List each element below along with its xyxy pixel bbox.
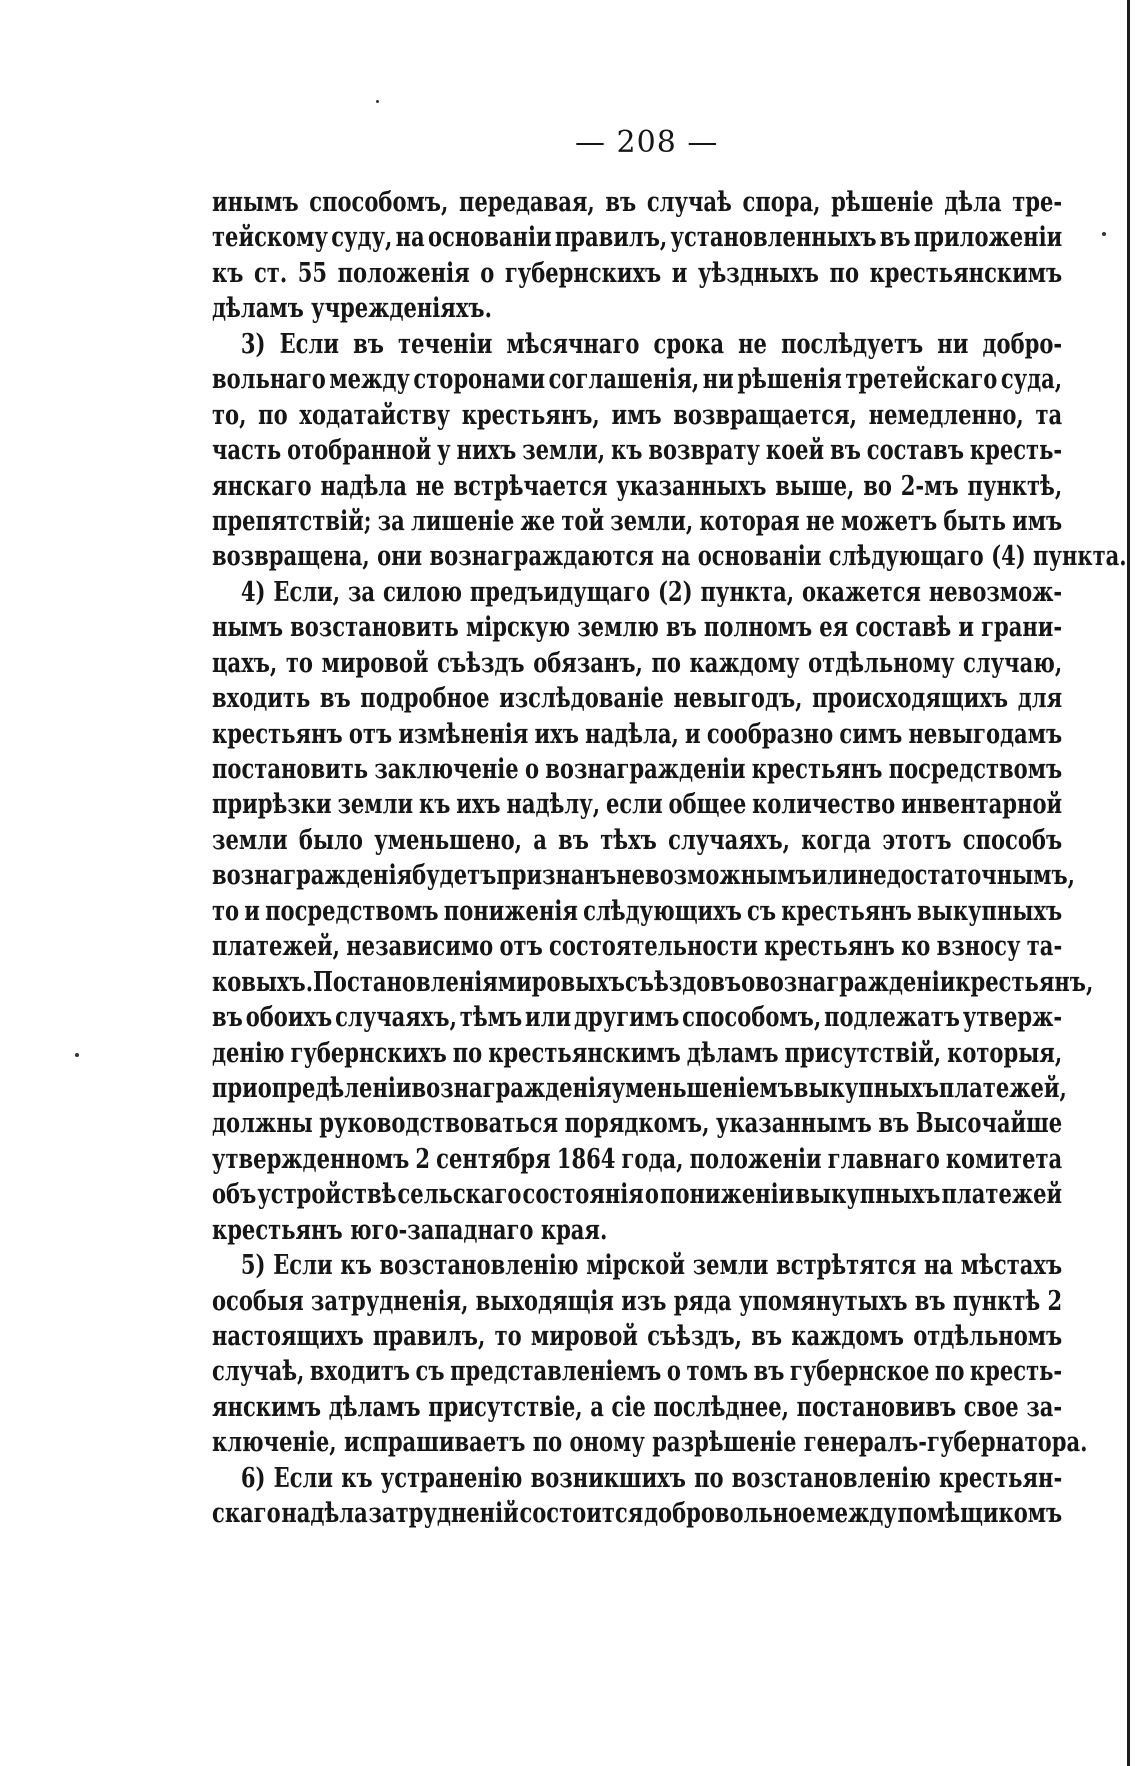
scan-speck: [75, 1053, 79, 1057]
scan-speck: [1102, 232, 1106, 236]
page-number: — 208 —: [575, 125, 719, 160]
text-line: цахъ, то мировой съѣздъ обязанъ, по каждому отдѣльному случаю,: [212, 647, 1063, 679]
text-line: дѣламъ учрежденіяхъ.: [212, 293, 492, 325]
text-line: ключеніе, испрашиваетъ по оному разрѣшеніе генералъ-губернатора.: [212, 1427, 1088, 1459]
text-line: то и посредствомъ пониженія слѣдующихъ съ крестьянъ выкупныхъ: [212, 895, 1063, 927]
text-line: нымъ возстановить мірскую землю въ полномъ ея составѣ и грани-: [212, 612, 1063, 644]
text-line: 6) Если къ устраненію возникшихъ по возстановленію крестьян-: [240, 1462, 1063, 1494]
text-line: въ обоихъ случаяхъ, тѣмъ или другимъ способомъ, подлежатъ утверж-: [212, 1002, 1063, 1034]
text-line: вознагражденія будетъ признанъ невозможнымъ или недостаточнымъ,: [212, 860, 1076, 892]
text-line: скаго надѣла затрудненій состоится добровольное между помѣщикомъ: [212, 1498, 1063, 1530]
text-line: инымъ способомъ, передавая, въ случаѣ спора, рѣшеніе дѣла тре-: [212, 187, 1063, 218]
text-line: постановить заключеніе о вознагражденіи крестьянъ посредствомъ: [212, 754, 1063, 785]
text-line: препятствій; за лишеніе же той земли, которая не можетъ быть имъ: [212, 505, 1063, 537]
text-line: земли было уменьшено, а въ тѣхъ случаяхъ, когда этотъ способъ: [212, 824, 1063, 856]
text-line: 4) Если, за силою предъидущаго (2) пункта, окажется невозмож-: [240, 576, 1063, 608]
text-line: вольнаго между сторонами соглашенія, ни рѣшенія третейскаго суда,: [212, 364, 1063, 396]
text-line: денію губернскихъ по крестьянскимъ дѣламъ присутствій, которыя,: [212, 1037, 1063, 1069]
text-line: то, по ходатайству крестьянъ, имъ возвращается, немедленно, та: [212, 399, 1063, 431]
text-line: янскаго надѣла не встрѣчается указанныхъ выше, во 2-мъ пунктѣ,: [212, 470, 1063, 502]
text-line: возвращена, они вознаграждаются на основаніи слѣдующаго (4) пункта.: [212, 541, 1127, 573]
text-line: крестьянъ отъ измѣненія ихъ надѣла, и сообразно симъ невыгодамъ: [212, 718, 1063, 750]
text-line: 5) Если къ возстановленію мірской земли встрѣтятся на мѣстахъ: [240, 1250, 1063, 1282]
text-line: должны руководствоваться порядкомъ, указаннымъ въ Высочайше: [212, 1108, 1063, 1140]
text-line: утвержденномъ 2 сентября 1864 года, положеніи главнаго комитета: [212, 1143, 1063, 1175]
scan-speck: [376, 100, 379, 103]
body-text: [212, 185, 1127, 1532]
page-edge-rule: [1127, 0, 1130, 1766]
text-line: янскимъ дѣламъ присутствіе, а сіе послѣднее, постановивъ свое за-: [212, 1391, 1063, 1423]
text-line: случаѣ, входитъ съ представленіемъ о томъ въ губернское по кресть-: [212, 1356, 1063, 1388]
text-line: объ устройствѣ сельскаго состоянія о пониженіи выкупныхъ платежей: [212, 1179, 1063, 1211]
text-line: платежей, независимо отъ состоятельности крестьянъ ко взносу та-: [212, 931, 1063, 963]
text-line: ковыхъ. Постановленія мировыхъ съѣздовъ о вознагражденіи крестьянъ,: [212, 966, 1094, 998]
text-line: прирѣзки земли къ ихъ надѣлу, если общее количество инвентарной: [212, 789, 1063, 821]
text-line: особыя затрудненія, выходящія изъ ряда упомянутыхъ въ пунктѣ 2: [212, 1285, 1063, 1317]
text-line: тейскому суду, на основаніи правилъ, установленныхъ въ приложеніи: [212, 222, 1063, 254]
text-line: часть отобранной у нихъ земли, къ возврату коей въ составъ кресть-: [212, 435, 1063, 467]
text-line: 3) Если въ теченіи мѣсячнаго срока не послѣдуетъ ни добро-: [240, 328, 1063, 360]
text-line: входить въ подробное изслѣдованіе невыгодъ, происходящихъ для: [212, 683, 1063, 715]
text-line: при опредѣленіи вознагражденія уменьшеніемъ выкупныхъ платежей,: [212, 1072, 1067, 1104]
text-line: къ ст. 55 положенія о губернскихъ и уѣздныхъ по крестьянскимъ: [212, 257, 1063, 289]
text-line: крестьянъ юго-западнаго края.: [212, 1214, 608, 1246]
text-line: настоящихъ правилъ, то мировой съѣздъ, въ каждомъ отдѣльномъ: [212, 1321, 1063, 1352]
